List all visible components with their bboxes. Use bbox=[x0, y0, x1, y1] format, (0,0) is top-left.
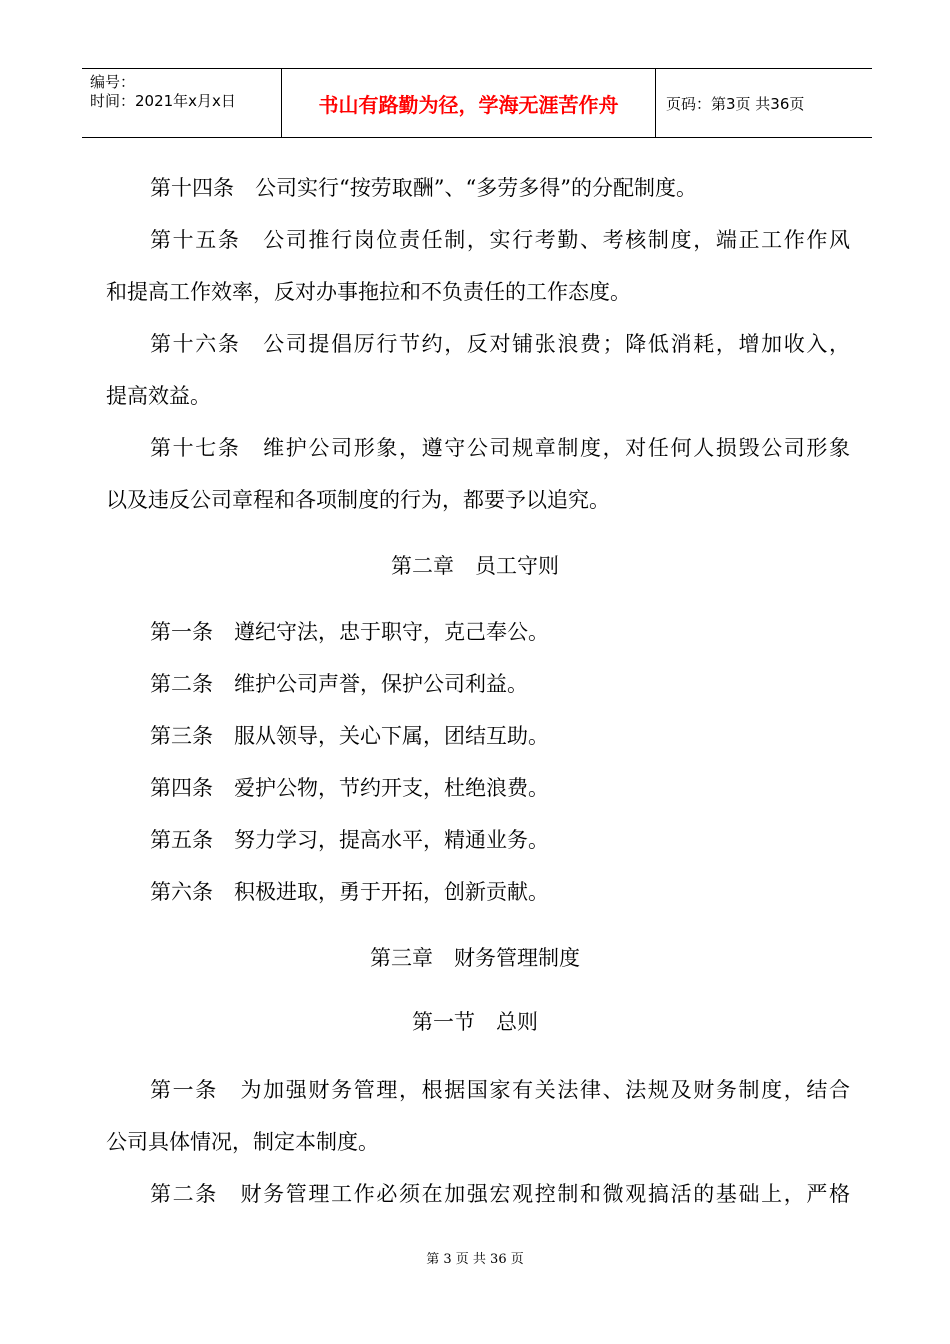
rule-3: 第三条 服从领导，关心下属，团结互助。 bbox=[150, 724, 549, 748]
chapter-2-heading: 第二章 员工守则 bbox=[391, 554, 559, 578]
article-14: 第十四条 公司实行“按劳取酬”、“多劳多得”的分配制度。 bbox=[150, 176, 697, 200]
finance-article-1-line-2: 公司具体情况，制定本制度。 bbox=[106, 1130, 379, 1154]
article-16-line-2: 提高效益。 bbox=[106, 384, 211, 408]
header-motto: 书山有路勤为径，学海无涯苦作舟 bbox=[282, 69, 656, 137]
rule-4: 第四条 爱护公物，节约开支，杜绝浪费。 bbox=[150, 776, 549, 800]
header-meta bbox=[82, 69, 282, 137]
header-page-info: 页码：第3页 共36页 bbox=[666, 94, 805, 113]
header-time: 时间：2021年x月x日 bbox=[90, 92, 236, 110]
section-1-heading: 第一节 总则 bbox=[412, 1010, 538, 1034]
page-header bbox=[82, 68, 872, 138]
rule-6: 第六条 积极进取，勇于开拓，创新贡献。 bbox=[150, 880, 549, 904]
finance-article-2-line-1: 第二条 财务管理工作必须在加强宏观控制和微观搞活的基础上，严格 bbox=[150, 1182, 850, 1206]
article-15-line-2: 和提高工作效率，反对办事拖拉和不负责任的工作态度。 bbox=[106, 280, 631, 304]
article-17-line-2: 以及违反公司章程和各项制度的行为，都要予以追究。 bbox=[106, 488, 610, 512]
chapter-3-heading: 第三章 财务管理制度 bbox=[370, 946, 580, 970]
article-17-line-1: 第十七条 维护公司形象，遵守公司规章制度，对任何人损毁公司形象 bbox=[150, 436, 850, 460]
header-number: 编号： bbox=[90, 73, 136, 91]
page-footer: 第 3 页 共 36 页 bbox=[426, 1252, 524, 1267]
article-15-line-1: 第十五条 公司推行岗位责任制，实行考勤、考核制度，端正工作作风 bbox=[150, 228, 850, 252]
rule-1: 第一条 遵纪守法，忠于职守，克己奉公。 bbox=[150, 620, 549, 644]
rule-2: 第二条 维护公司声誉，保护公司利益。 bbox=[150, 672, 528, 696]
finance-article-1-line-1: 第一条 为加强财务管理，根据国家有关法律、法规及财务制度，结合 bbox=[150, 1078, 850, 1102]
article-16-line-1: 第十六条 公司提倡厉行节约，反对铺张浪费；降低消耗，增加收入， bbox=[150, 332, 850, 356]
rule-5: 第五条 努力学习，提高水平，精通业务。 bbox=[150, 828, 549, 852]
